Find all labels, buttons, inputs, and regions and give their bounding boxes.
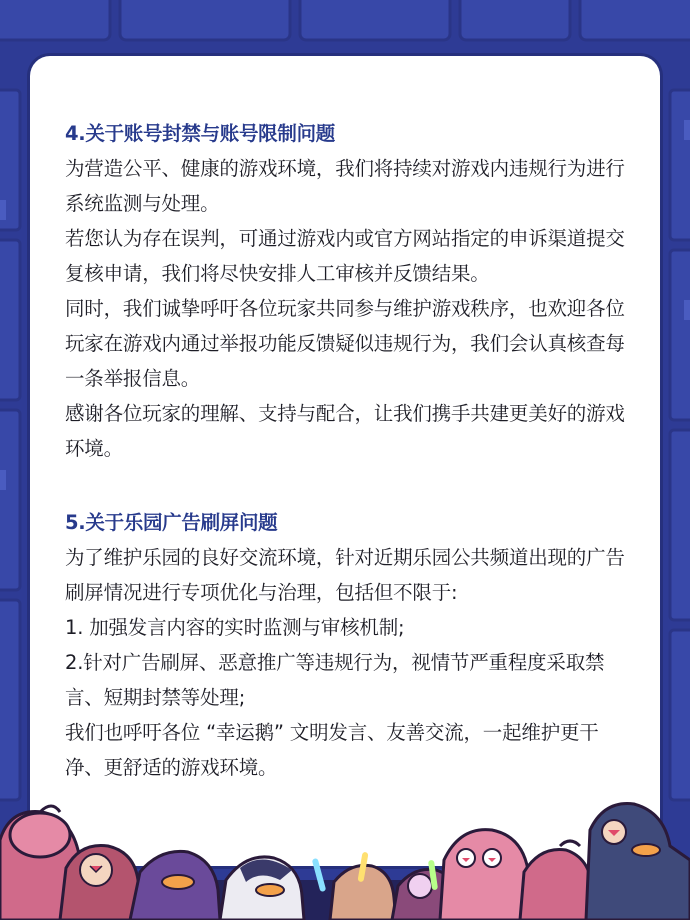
section-title: 5.关于乐园广告刷屏问题 [65, 511, 278, 534]
paragraph: 1. 加强发言内容的实时监测与审核机制; [65, 616, 405, 639]
announcement-card [30, 56, 660, 866]
paragraph: 为了维护乐园的良好交流环境，针对近期乐园公共频道出现的广告刷屏情况进行专项优化与治理，包括但不限于: [65, 546, 625, 604]
paragraph: 2.针对广告刷屏、恶意推广等违规行为，视情节严重程度采取禁言、短期封禁等处理; [65, 651, 605, 709]
section-title: 4.关于账号封禁与账号限制问题 [65, 122, 335, 145]
paragraph: 我们也呼吁各位 “幸运鹅” 文明发言、友善交流，一起维护更干净、更舒适的游戏环境。 [65, 721, 599, 779]
paragraph: 感谢各位玩家的理解、支持与配合，让我们携手共建更美好的游戏环境。 [65, 402, 625, 460]
paragraph: 同时，我们诚挚呼吁各位玩家共同参与维护游戏秩序，也欢迎各位玩家在游戏内通过举报功能反馈疑似违规行为，我们会认真核查每一条举报信息。 [65, 297, 625, 390]
paragraph: 为营造公平、健康的游戏环境，我们将持续对游戏内违规行为进行系统监测与处理。 [65, 157, 625, 215]
section-account-ban [65, 116, 626, 466]
paragraph: 若您认为存在误判，可通过游戏内或官方网站指定的申诉渠道提交复核申请，我们将尽快安排人工审核并反馈结果。 [65, 227, 625, 285]
section-ad-spam [65, 505, 626, 785]
